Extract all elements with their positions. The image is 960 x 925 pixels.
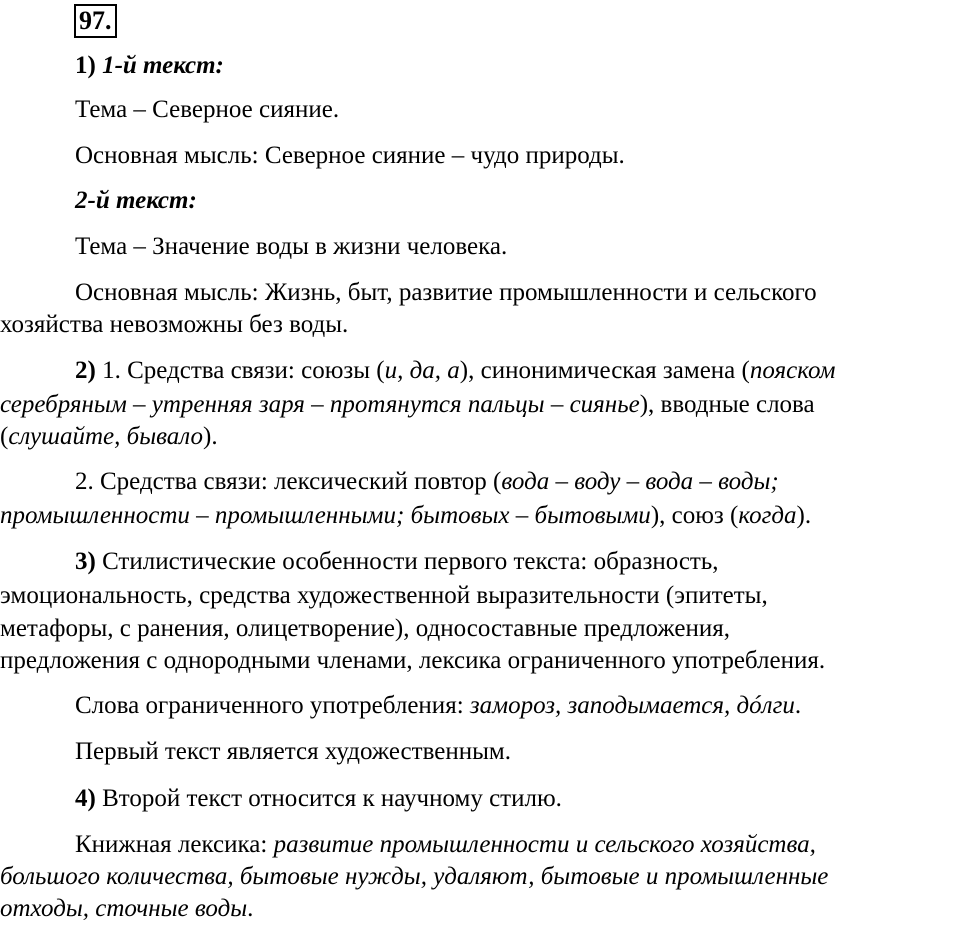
text1-main-idea: Основная мысль: Северное сияние – чудо природы. <box>75 142 625 169</box>
text2-theme: Тема – Значение воды в жизни человека. <box>75 233 508 260</box>
part3-line3: метафоры, с ранения, олицетворение), односоставные предложения, <box>0 615 730 642</box>
text-run: 2. Средства связи: лексический повтор ( <box>75 468 502 495</box>
example-run: вода – воду – вода – воды; <box>501 468 779 495</box>
text-run: . <box>247 895 254 922</box>
part2b-line2 <box>0 500 960 532</box>
example-run: пояском <box>749 357 836 384</box>
text-run: . <box>794 692 802 719</box>
text2-main-idea-line1: Основная мысль: Жизнь, быт, развитие промышленности и сельского <box>75 279 817 306</box>
text1-heading: 1-й текст: <box>102 52 224 79</box>
example-run: и, да, а <box>384 357 460 384</box>
example-run: промышленности – промышленными; бытовых – бытовыми <box>0 502 651 529</box>
text-run: ), вводные слова <box>639 391 815 418</box>
part2-line2 <box>0 389 960 421</box>
part2b-line1 <box>75 466 960 498</box>
part3-line4: предложения с однородными членами, лексика ограниченного употребления. <box>0 647 826 674</box>
text2-main-idea-line2: хозяйства невозможны без воды. <box>0 311 349 338</box>
text-run: Стилистические особенности первого текста: образность, <box>95 548 719 575</box>
part-number: 4) <box>75 785 96 812</box>
text-run: Слова ограниченного употребления: <box>75 692 470 719</box>
example-run: отходы, сточные воды <box>0 895 248 922</box>
text-run: ). <box>796 502 812 529</box>
part3-line2: эмоциональность, средства художественной выразительности (эпитеты, <box>0 582 768 609</box>
text-run: ). <box>203 423 218 450</box>
restricted-words-line <box>75 690 960 722</box>
example-run: слушайте, бывало <box>8 423 204 450</box>
example-run: замороз, заподымается, дóлги <box>469 692 795 719</box>
book-vocab-line1 <box>75 829 960 861</box>
part-number: 1) <box>75 52 96 79</box>
part4-line <box>75 783 960 815</box>
part2-line1 <box>75 355 960 387</box>
text2-heading: 2-й текст: <box>75 187 197 214</box>
book-vocab-line3 <box>0 893 960 925</box>
text-run: 1. Средства связи: союзы ( <box>95 357 385 384</box>
task-number: 97. <box>74 4 117 38</box>
part-number: 2) <box>75 357 96 384</box>
text1-theme: Тема – Северное сияние. <box>75 96 340 123</box>
part3-line1 <box>75 546 960 578</box>
part1-heading <box>75 50 960 82</box>
text-run: Книжная лексика: <box>75 831 274 858</box>
example-run: развитие промышленности и сельского хозяйства, <box>273 831 816 858</box>
text-run: ), союз ( <box>650 502 739 529</box>
text-run: Второй текст относится к научному стилю. <box>95 785 562 812</box>
first-text-style: Первый текст является художественным. <box>75 738 511 765</box>
example-run: когда <box>738 502 797 529</box>
part-number: 3) <box>75 548 96 575</box>
text-run: ( <box>0 423 9 450</box>
part2-line3 <box>0 421 960 453</box>
book-vocab-line2: большого количества, бытовые нужды, удаляют, бытовые и промышленные <box>0 863 829 890</box>
example-run: серебряным – утренняя заря – протянутся пальцы – сиянье <box>0 391 640 418</box>
text-run: ), синонимическая замена ( <box>459 357 750 384</box>
